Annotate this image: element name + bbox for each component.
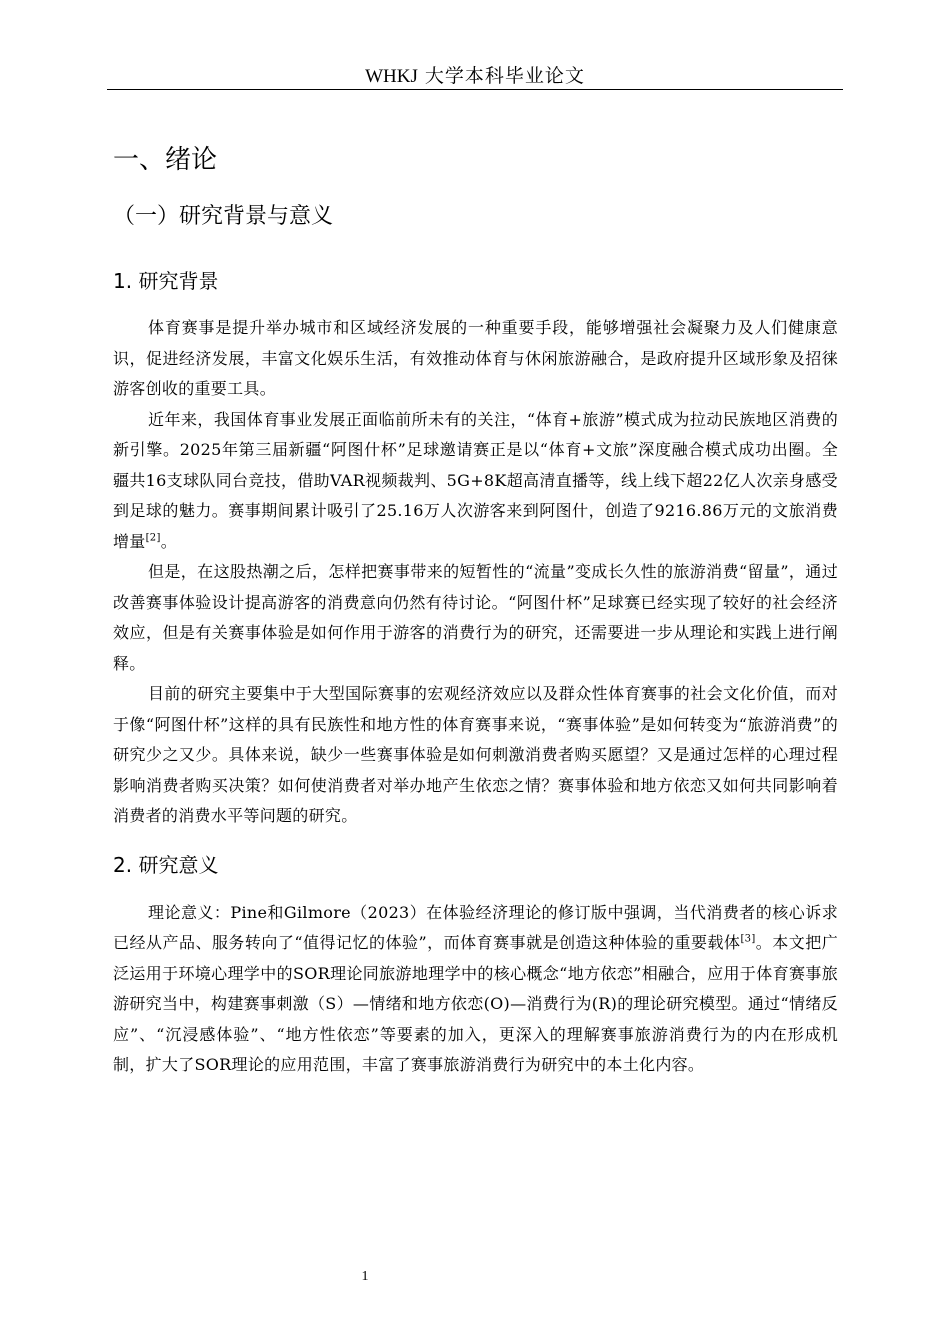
section-title: （一）研究背景与意义 bbox=[113, 204, 334, 229]
header-rule bbox=[107, 89, 843, 90]
citation-marker: [3] bbox=[740, 933, 756, 945]
citation-marker: [2] bbox=[145, 532, 161, 544]
subsection-title-background: 1. 研究背景 bbox=[113, 269, 219, 293]
page-number: 1 bbox=[361, 1269, 369, 1284]
paragraph-text-tail: 。 bbox=[160, 531, 177, 551]
paragraph-text: 近年来，我国体育事业发展正面临前所未有的关注，“体育+旅游”模式成为拉动民族地区消费的新引擎。2025年第三届新疆“阿图什杯”足球邀请赛正是以“体育+文旅”深度融合模式成功出圈。全疆共16支球队同台竞技，借助VAR视频裁判、5G+8K超高清直播等，线上线下超22亿人次亲身感受到足球的魅力。赛事期间累计吸引了25.16万人次游客来到阿图什，创造了9216.86万元的文旅消费增量 bbox=[113, 409, 838, 551]
body-content bbox=[113, 140, 838, 1081]
paragraph-text: 体育赛事是提升举办城市和区域经济发展的一种重要手段，能够增强社会凝聚力及人们健康意识，促进经济发展，丰富文化娱乐生活，有效推动体育与休闲旅游融合，是政府提升区域形象及招徕游客创收的重要工具。 bbox=[113, 318, 838, 398]
paragraph bbox=[113, 898, 838, 1081]
paragraph-text: 但是，在这股热潮之后，怎样把赛事带来的短暂性的“流量”变成长久性的旅游消费“留量”，通过改善赛事体验设计提高游客的消费意向仍然有待讨论。“阿图什杯”足球赛已经实现了较好的社会经济效应，但是有关赛事体验是如何作用于游客的消费行为的研究，还需要进一步从理论和实践上进行阐释。 bbox=[113, 562, 838, 673]
paragraph bbox=[113, 405, 838, 558]
paragraph-text: 理论意义：Pine和Gilmore（2023）在体验经济理论的修订版中强调，当代消费者的核心诉求已经从产品、服务转向了“值得记忆的体验”，而体育赛事就是创造这种体验的重要载体 bbox=[113, 902, 838, 952]
paragraph-text-tail: 。本文把广泛运用于环境心理学中的SOR理论同旅游地理学中的核心概念“地方依恋”相融合，应用于体育赛事旅游研究当中，构建赛事刺激（S）—情绪和地方依恋(O)—消费行为(R)的理论研究模型。通过“情绪反应”、“沉浸感体验”、“地方性依恋”等要素的加入，更深入的理解赛事旅游消费行为的内在形成机制，扩大了SOR理论的应用范围，丰富了赛事旅游消费行为研究中的本土化内容。 bbox=[113, 933, 838, 1074]
running-header bbox=[107, 62, 843, 91]
header-university-code: WHKJ bbox=[365, 66, 418, 87]
header-title: 大学本科毕业论文 bbox=[424, 65, 585, 87]
paragraph-text: 目前的研究主要集中于大型国际赛事的宏观经济效应以及群众性体育赛事的社会文化价值，而对于像“阿图什杯”这样的具有民族性和地方性的体育赛事来说，“赛事体验”是如何转变为“旅游消费”的研究少之又少。具体来说，缺少一些赛事体验是如何刺激消费者购买愿望？又是通过怎样的心理过程影响消费者购买决策？如何使消费者对举办地产生依恋之情？赛事体验和地方依恋又如何共同影响着消费者的消费水平等问题的研究。 bbox=[113, 684, 838, 825]
subsection-title-significance: 2. 研究意义 bbox=[113, 852, 219, 877]
paragraph bbox=[113, 313, 838, 405]
chapter-title: 一、绪论 bbox=[113, 145, 218, 175]
paragraph bbox=[113, 679, 838, 832]
paragraph bbox=[113, 557, 838, 679]
